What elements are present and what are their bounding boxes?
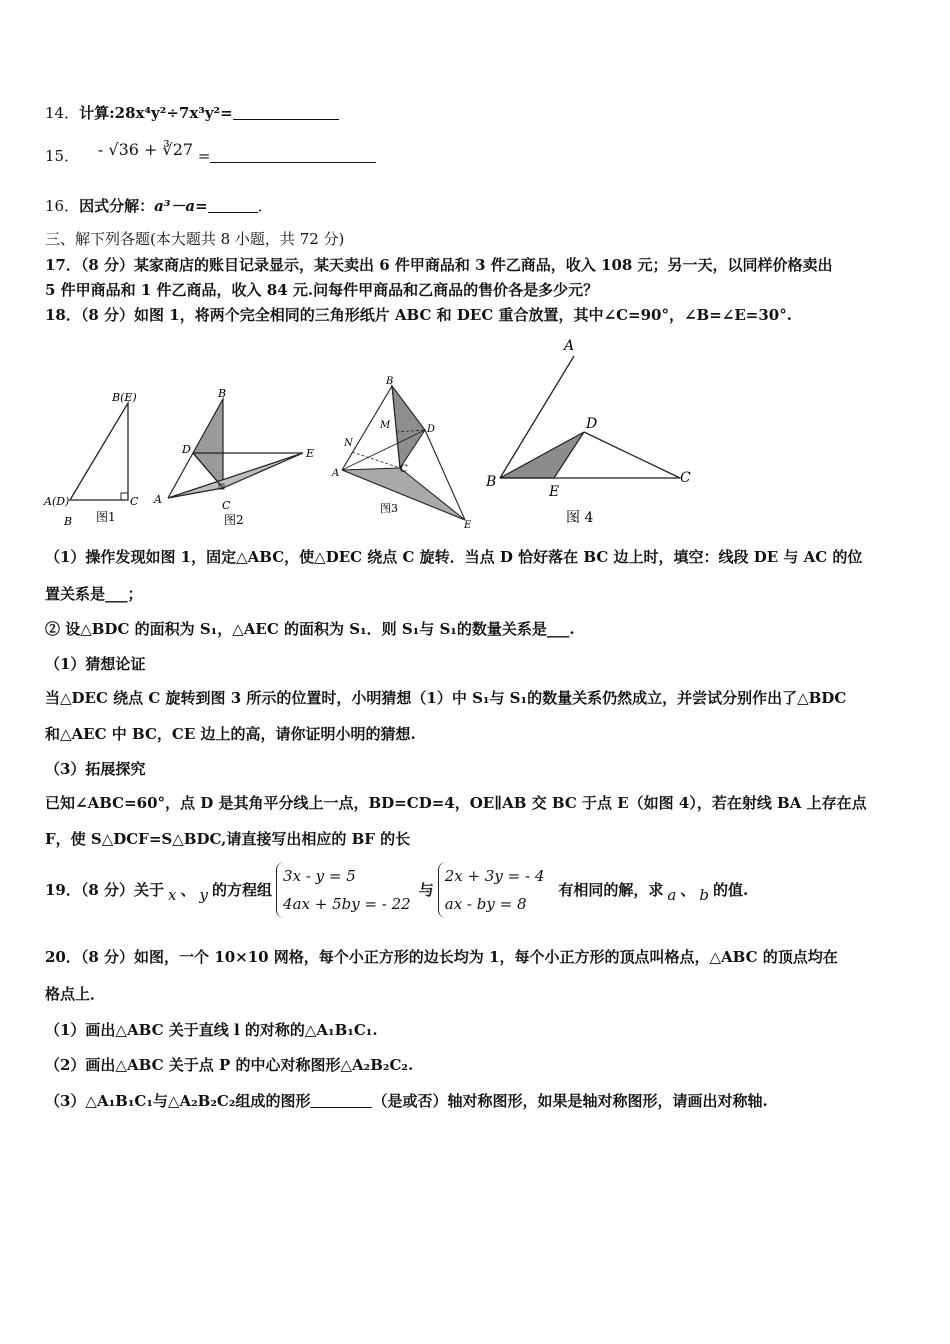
label-a: A [154, 493, 162, 506]
label-b: B [486, 474, 497, 490]
label-d: D [182, 443, 191, 456]
figure-4-caption: 图 4 [566, 510, 594, 526]
figure-1-caption: 图1 [96, 510, 116, 524]
label-c: C [400, 464, 408, 475]
q18-h3: （3）拓展探究 [45, 760, 146, 778]
label-b-bottom: B [64, 515, 73, 528]
figure-1 [40, 385, 150, 530]
section-heading: 三、解下列各题(本大题共 8 小题，共 72 分) [45, 230, 345, 248]
triangle-bdc-shaded [392, 386, 425, 468]
q14: 14．计算:28x⁴y²÷7x³y²= [45, 104, 339, 122]
label-d: D [427, 424, 436, 435]
q20-answer-blank[interactable] [310, 1093, 372, 1108]
triangle-abc-shaded [193, 399, 223, 488]
q18-p2: ② 设△BDC 的面积为 S₁，△AEC 的面积为 S₁．则 S₁与 S₁的数量关系是___. [45, 620, 575, 638]
q19: 19．（8 分）关于 x 、 y 的方程组 3x - y = 5 4ax + 5by = - 22 与 2x + 3y = - 4 ax - by = 8 有相同的解，求 a 、 b 的值. [45, 862, 748, 918]
q18-p3b: 和△AEC 中 BC，CE 边上的高，请你证明小明的猜想. [45, 725, 416, 743]
q18-h2: （1）猜想论证 [45, 655, 146, 673]
figure-4 [484, 336, 704, 531]
label-e: E [306, 447, 315, 460]
q20-s2: （2）画出△ABC 关于点 P 的中心对称图形△A₂B₂C₂. [45, 1056, 414, 1074]
right-angle-mark [121, 493, 128, 500]
q20-line1: 20．（8 分）如图，一个 10×10 网格，每个小正方形的边长均为 1，每个小正方形的顶点叫格点，△ABC 的顶点均在 [45, 948, 838, 966]
label-b: B [386, 376, 394, 387]
label-b: B [218, 387, 227, 400]
triangle-bde-shaded [500, 432, 584, 478]
label-c: C [680, 470, 691, 486]
q20-s1: （1）画出△ABC 关于直线 l 的对称的△A₁B₁C₁. [45, 1021, 378, 1039]
q18-p4a: 已知∠ABC=60°，点 D 是其角平分线上一点，BD=CD=4，OE∥AB 交 BC 于点 E（如图 4），若在射线 BA 上存在点 [45, 794, 867, 812]
q17-line1: 17．（8 分）某家商店的账目记录显示，某天卖出 6 件甲商品和 3 件乙商品，收入 108 元；另一天，以同样价格卖出 [45, 256, 833, 274]
label-e: E [549, 484, 560, 500]
figure-2 [148, 385, 328, 530]
q14-answer-blank[interactable] [233, 105, 339, 120]
q18-p3a: 当△DEC 绕点 C 旋转到图 3 所示的位置时，小明猜想（1）中 S₁与 S₁的数量关系仍然成立，并尝试分别作出了△BDC [45, 689, 847, 707]
label-a: A [332, 468, 340, 479]
label-a-d: A(D) [44, 495, 70, 508]
equation-system-2: 2x + 3y = - 4 ax - by = 8 [438, 862, 549, 918]
q20-line2: 格点上． [45, 985, 106, 1003]
label-b-e: B(E) [112, 391, 137, 404]
figure-2-caption: 图2 [224, 513, 244, 527]
triangle-aec-shaded [342, 468, 465, 520]
triangle-abc [70, 403, 128, 500]
q20-s3: （3）△A₁B₁C₁与△A₂B₂C₂组成的图形 （是或否）轴对称图形，如果是轴对称图形，请画出对称轴. [45, 1092, 768, 1110]
q18-intro: 18．（8 分）如图 1，将两个完全相同的三角形纸片 ABC 和 DEC 重合放置，其中∠C=90°，∠B=∠E=30°. [45, 306, 792, 324]
label-e: E [464, 520, 472, 531]
label-n: N [344, 438, 353, 449]
q16-answer-blank[interactable] [208, 198, 258, 213]
figure-3-caption: 图3 [380, 502, 398, 515]
q18-p1b: 置关系是___； [45, 585, 143, 603]
figure-3 [330, 372, 480, 532]
label-d: D [586, 416, 598, 432]
label-c: C [222, 499, 231, 512]
label-m: M [380, 420, 391, 431]
label-a: A [564, 338, 575, 354]
q18-p4b: F，使 S△DCF=S△BDC,请直接写出相应的 BF 的长 [45, 830, 411, 848]
q18-p1a: （1）操作发现如图 1，固定△ABC，使△DEC 绕点 C 旋转．当点 D 恰好落在 BC 边上时，填空：线段 DE 与 AC 的位 [45, 548, 863, 566]
triangle-aec-shaded [168, 453, 303, 498]
q17-line2: 5 件甲商品和 1 件乙商品，收入 84 元.问每件甲商品和乙商品的售价各是多少元？ [45, 281, 599, 299]
q15-answer-blank[interactable] [210, 148, 376, 163]
q16: 16．因式分解：a³－a= ． [45, 197, 273, 215]
q15: 15． - √36 + ∛27 = [45, 146, 376, 165]
equation-system-1: 3x - y = 5 4ax + 5by = - 22 [276, 862, 415, 918]
label-c: C [130, 495, 139, 508]
